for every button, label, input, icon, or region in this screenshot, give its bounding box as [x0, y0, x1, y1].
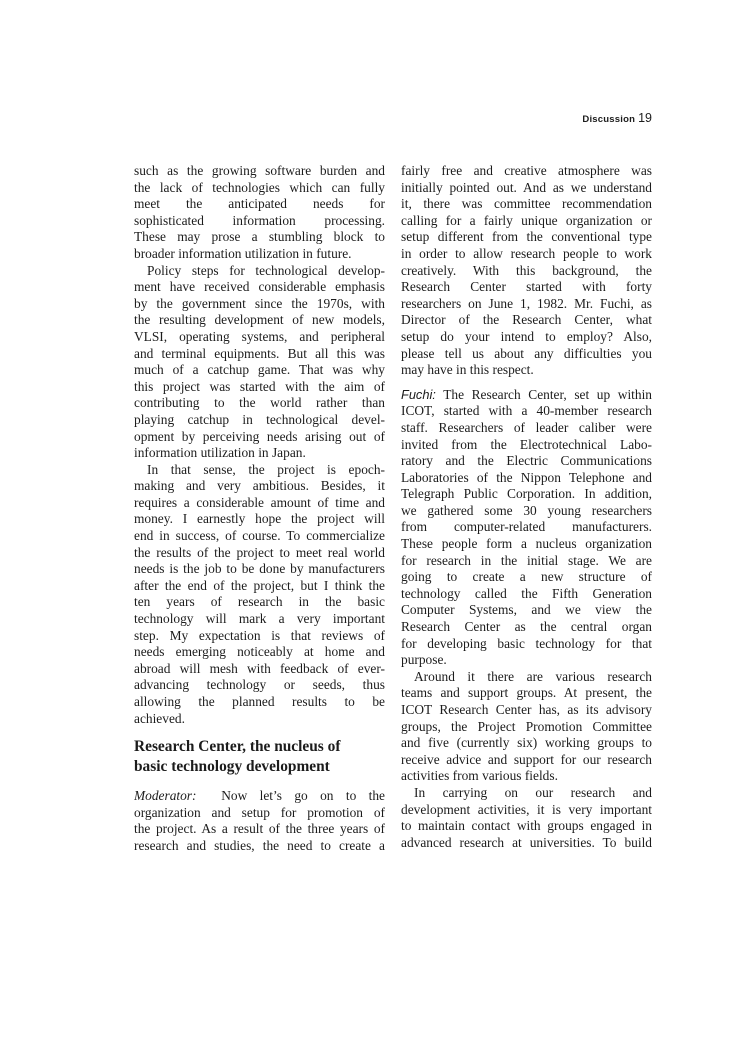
- text-line: by the government since the 1970s, with: [134, 295, 385, 311]
- text-line: Telegraph Public Corporation. In addition,: [401, 486, 652, 502]
- text-line: and terminal equipments. But all this was: [134, 345, 385, 361]
- text-line: technology will mark a very important: [134, 611, 385, 627]
- text-line: Research Center started with forty: [401, 279, 652, 295]
- text-line: requires a considerable amount of time and: [134, 494, 385, 510]
- text-line: the results of the project to meet real world: [134, 544, 385, 560]
- text-line: These may prose a stumbling block to: [134, 229, 385, 245]
- text-line: calling for a fairly unique organization or: [401, 212, 652, 228]
- text-line: end in success, of course. To commercialize: [134, 528, 385, 544]
- text-line: development activities, it is very important: [401, 801, 652, 817]
- text-line: such as the growing software burden and: [134, 163, 385, 178]
- text-line: opment by perceiving needs arising out of: [134, 428, 385, 444]
- text-line: In carrying on our research and: [414, 784, 652, 800]
- page-number: 19: [638, 111, 652, 125]
- paragraph-fuchi: [401, 387, 652, 669]
- text-line: money. I earnestly hope the project will: [134, 511, 385, 527]
- text-line: broader information utilization in future.: [134, 245, 352, 261]
- text-line: the lack of technologies which can fully: [134, 179, 385, 195]
- spacer: [134, 727, 385, 735]
- text-line: and five (currently six) working groups to: [401, 735, 652, 751]
- text-line: creatively. With this background, the: [401, 262, 652, 278]
- text-line: sophisticated information processing.: [134, 212, 385, 228]
- text-span: The Research Center, set up within: [443, 386, 652, 402]
- text-line: step. My expectation is that reviews of: [134, 627, 385, 643]
- text-line: ment have received considerable emphasis: [134, 279, 385, 295]
- text-line: needs is the job to be done by manufacturers: [134, 561, 385, 577]
- text-line: advancing technology or seeds, thus: [134, 677, 385, 693]
- text-line: ICOT Research Center has, as its advisory: [401, 702, 652, 717]
- text-line: In that sense, the project is epoch-: [147, 461, 385, 477]
- text-line: meet the anticipated needs for: [134, 196, 385, 212]
- left-column: [134, 163, 385, 855]
- text-line: Laboratories of the Nippon Telephone and: [401, 469, 652, 485]
- text-line: Director of the Research Center, what: [401, 312, 652, 328]
- right-column: [401, 163, 652, 851]
- paragraph-carrying-on: [401, 785, 652, 851]
- text-line: organization and setup for promotion of: [134, 804, 385, 820]
- text-line: the project. As a result of the three years of: [134, 821, 385, 837]
- paragraph-moderator-continued: [401, 163, 652, 379]
- text-line: staff. Researchers of leader caliber were: [401, 419, 652, 435]
- text-line: allowing the planned results to be: [134, 694, 385, 709]
- section-heading-line: Research Center, the nucleus of: [134, 738, 341, 756]
- paragraph-epoch-making: [134, 462, 385, 728]
- text-line: invited from the Electrotechnical Labo-: [401, 436, 652, 452]
- text-line: VLSI, operating systems, and peripheral: [134, 328, 385, 344]
- text-line: researchers on June 1, 1982. Mr. Fuchi, as: [401, 295, 652, 311]
- text-line: ratory and the Electric Communications: [401, 453, 652, 469]
- text-line: fairly free and creative atmosphere was: [401, 163, 652, 178]
- text-line: Research Center as the central organ: [401, 619, 652, 635]
- text-line: needs emerging noticeably at home and: [134, 644, 385, 660]
- paragraph-policy-steps: [134, 263, 385, 462]
- text-line: in order to allow research people to work: [401, 245, 652, 261]
- text-line: purpose.: [401, 652, 447, 668]
- paragraph-moderator: [134, 788, 385, 854]
- section-heading-line: basic technology development: [134, 758, 330, 776]
- text-line: after the end of the project, but I think the: [134, 577, 385, 593]
- text-line: information utilization in Japan.: [134, 445, 306, 461]
- text-line: receive advice and support for our research: [401, 751, 652, 767]
- text-line: [134, 788, 385, 805]
- text-line: advanced research at universities. To build: [401, 834, 652, 850]
- text-line: setup different from the conventional type: [401, 229, 652, 245]
- text-span: Now let’s go on to the: [221, 788, 385, 804]
- text-line: please tell us about any difficulties you: [401, 345, 652, 361]
- text-line: activities from various fields.: [401, 768, 558, 784]
- text-line: contributing to the world rather than: [134, 395, 385, 411]
- text-line: technology called the Fifth Generation: [401, 585, 652, 601]
- text-line: ICOT, started with a 40-member research: [401, 403, 652, 419]
- text-line: teams and support groups. At present, the: [401, 685, 652, 701]
- text-line: may have in this respect.: [401, 362, 534, 378]
- text-line: for research in the initial stage. We are: [401, 552, 652, 568]
- page-header: [560, 111, 652, 126]
- running-title: Discussion: [582, 114, 636, 125]
- text-line: research and studies, the need to create a: [134, 837, 385, 853]
- text-line: the resulting development of new models,: [134, 312, 385, 328]
- text-line: groups, the Project Promotion Committee: [401, 718, 652, 734]
- text-line: These people form a nucleus organization: [401, 536, 652, 552]
- paragraph-continued: [134, 163, 385, 263]
- text-line: achieved.: [134, 710, 185, 726]
- text-line: [401, 387, 652, 404]
- text-line: we gathered some 30 young researchers: [401, 502, 652, 518]
- text-line: going to create a new structure of: [401, 569, 652, 585]
- text-line: Around it there are various research: [414, 668, 652, 684]
- text-line: Computer Systems, and we view the: [401, 602, 652, 618]
- speaker-label: Fuchi:: [401, 386, 436, 402]
- text-line: much of a catchup game. That was why: [134, 362, 385, 378]
- text-line: Policy steps for technological develop-: [147, 262, 385, 278]
- text-line: initially pointed out. And as we understand: [401, 179, 652, 195]
- text-line: playing catchup in technological devel-: [134, 411, 385, 427]
- text-line: ten years of research in the basic: [134, 594, 385, 610]
- spacer: [401, 379, 652, 387]
- speaker-label: Moderator:: [134, 788, 197, 804]
- spacer: [134, 777, 385, 788]
- text-line: it, there was committee recommendation: [401, 196, 652, 212]
- text-line: to maintain contact with groups engaged in: [401, 818, 652, 834]
- text-line: for developing basic technology for that: [401, 635, 652, 651]
- text-line: setup do your intend to employ? Also,: [401, 328, 652, 344]
- text-line: this project was started with the aim of: [134, 378, 385, 394]
- paragraph-around-it: [401, 669, 652, 785]
- section-heading: [134, 737, 385, 777]
- text-line: making and very ambitious. Besides, it: [134, 478, 385, 494]
- text-line: abroad will mesh with feedback of ever-: [134, 660, 385, 676]
- text-line: from computer-related manufacturers.: [401, 519, 652, 535]
